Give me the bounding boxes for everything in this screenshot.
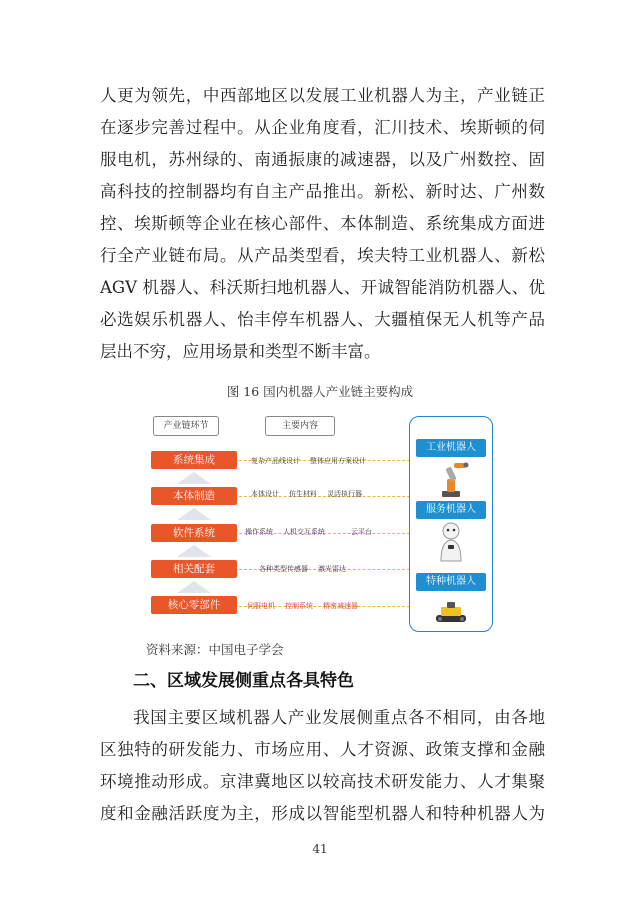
figure-caption: 图 16 国内机器人产业链主要构成	[226, 384, 414, 399]
content-item: 操作系统	[245, 528, 273, 536]
content-item: 各种类型传感器	[259, 565, 308, 573]
header-content-box: 主要内容	[265, 416, 335, 436]
tier-body-manufacturing: 本体制造	[151, 487, 237, 505]
tier-software-system: 软件系统	[151, 524, 237, 542]
content-item: 人机交互系统	[283, 528, 325, 536]
tier-content	[251, 456, 376, 466]
chain-arrow-icon	[177, 545, 211, 557]
content-item: 灵活执行器	[327, 490, 362, 498]
section-heading: 二、区域发展侧重点各具特色	[133, 671, 354, 691]
content-item: 伺服电机	[247, 602, 275, 610]
text-line: 在逐步完善过程中。从企业角度看，汇川技术、埃斯顿的伺	[100, 118, 545, 137]
content-item: 本体设计	[251, 490, 279, 498]
paragraph-2	[100, 702, 545, 830]
header-chain-box: 产业链环节	[153, 416, 219, 436]
figure-source: 资料来源：中国电子学会	[146, 642, 284, 657]
robot-label-industrial: 工业机器人	[416, 439, 486, 457]
robot-types-panel	[409, 416, 493, 632]
text-line: 层出不穷，应用场景和类型不断丰富。	[100, 342, 381, 361]
tier-content	[259, 564, 356, 574]
service-robot-icon	[428, 521, 474, 563]
page-number: 41	[312, 842, 328, 856]
industrial-robot-arm-icon	[428, 459, 474, 499]
robot-label-special: 特种机器人	[416, 573, 486, 591]
chain-arrow-icon	[177, 472, 211, 484]
chain-arrow-icon	[177, 581, 211, 593]
text-line: 服电机，苏州绿的、南通振康的减速器，以及广州数控、固	[100, 150, 545, 169]
text-line: 人更为领先，中西部地区以发展工业机器人为主，产业链正	[100, 86, 545, 105]
content-item: 控制系统	[285, 602, 313, 610]
text-line: AGV 机器人、科沃斯扫地机器人、开诚智能消防机器人、优	[100, 278, 545, 297]
content-item: 精密减速器	[323, 602, 358, 610]
content-item: 整体应用方案设计	[310, 457, 366, 465]
text-line: 高科技的控制器均有自主产品推出。新松、新时达、广州数	[100, 182, 545, 201]
tier-content	[247, 601, 368, 611]
content-item: 复杂产品线设计	[251, 457, 300, 465]
industry-chain-figure	[147, 408, 491, 634]
text-line: 环境推动形成。京津冀地区以较高技术研发能力、人才集聚	[100, 772, 545, 791]
text-line: 行全产业链布局。从产品类型看，埃夫特工业机器人、新松	[100, 246, 545, 265]
text-line: 区独特的研发能力、市场应用、人才资源、政策支撑和金融	[100, 740, 545, 759]
text-line: 度和金融活跃度为主，形成以智能型机器人和特种机器人为	[100, 804, 545, 823]
content-item: 激光雷达	[318, 565, 346, 573]
chain-arrow-icon	[177, 508, 211, 520]
tier-system-integration: 系统集成	[151, 451, 237, 469]
text-line: 控、埃斯顿等企业在核心部件、本体制造、系统集成方面进	[100, 214, 545, 233]
text-line: 必选娱乐机器人、怡丰停车机器人、大疆植保无人机等产品	[100, 310, 545, 329]
tier-supporting: 相关配套	[151, 560, 237, 578]
text-line: 我国主要区域机器人产业发展侧重点各不相同，由各地	[133, 708, 545, 727]
tier-content	[245, 527, 382, 537]
special-robot-icon	[428, 599, 474, 625]
tier-content	[251, 489, 372, 499]
robot-label-service: 服务机器人	[416, 501, 486, 519]
paragraph-1	[100, 80, 545, 368]
content-item: 云平台	[351, 528, 372, 536]
content-item: 仿生材料	[289, 490, 317, 498]
tier-core-components: 核心零部件	[151, 596, 237, 614]
